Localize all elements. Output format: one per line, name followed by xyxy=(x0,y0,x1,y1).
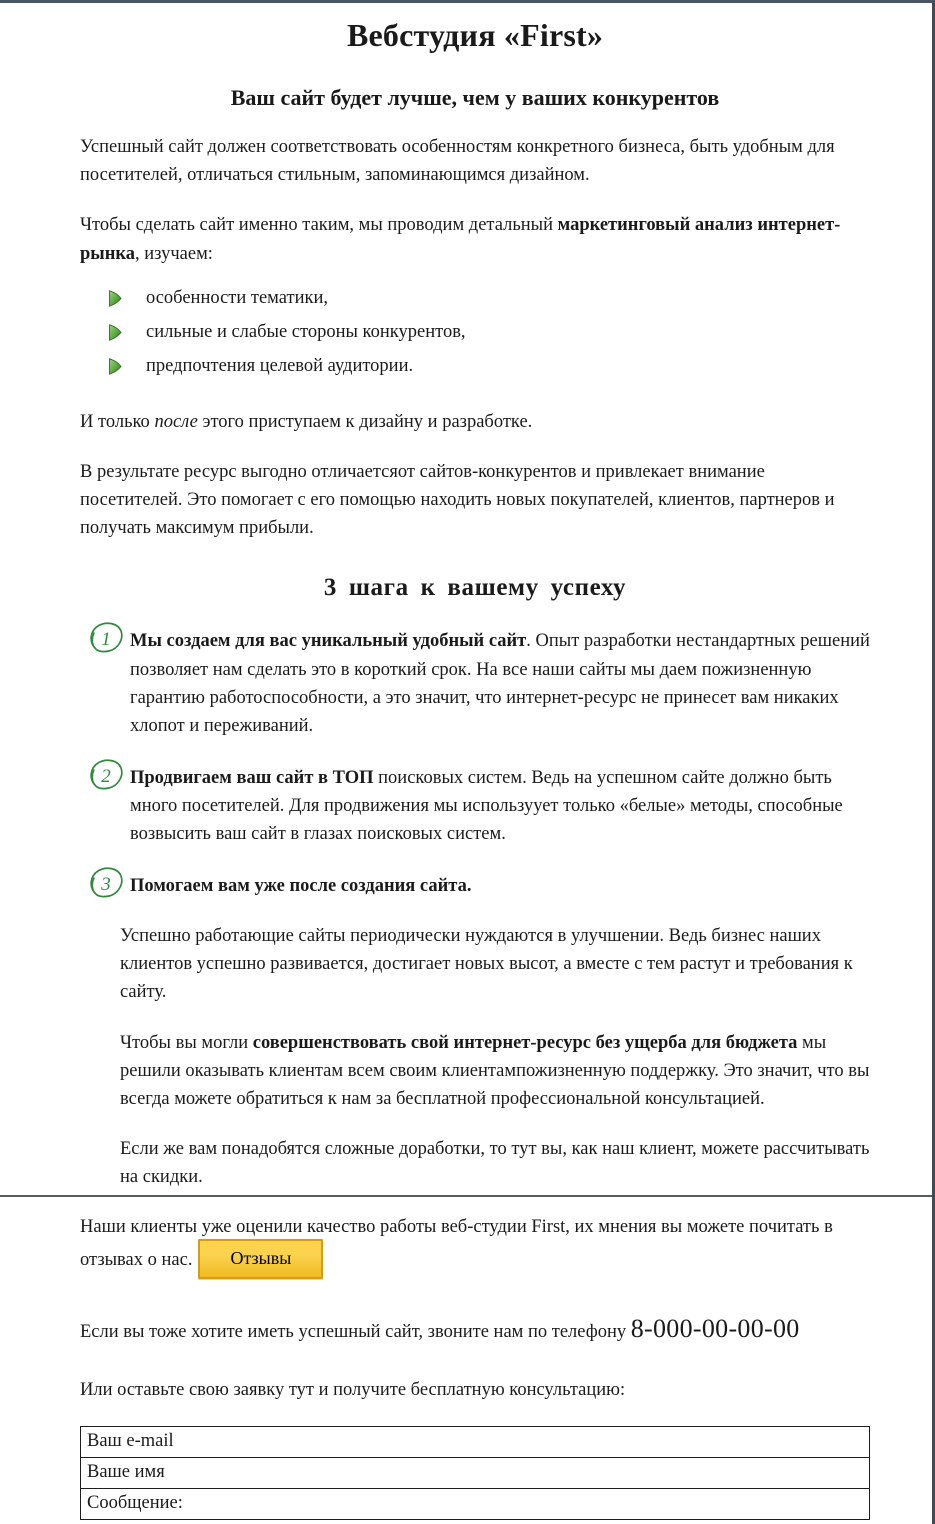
step-1 xyxy=(80,627,870,739)
after-bullets-italic: после xyxy=(154,411,198,432)
after-bullets-line xyxy=(80,408,870,436)
phone-paragraph xyxy=(80,1309,870,1349)
step-3-paragraph-2: Если же вам понадобятся сложные доработки, то тут вы, как наш клиент, можете рассчитывать на скидки. xyxy=(120,1138,870,1188)
step-3-bold-lead: Помогаем вам уже после создания сайта. xyxy=(130,876,472,897)
svg-text:3: 3 xyxy=(101,874,111,896)
step-3 xyxy=(80,872,870,1191)
step-3-text xyxy=(80,872,870,900)
step-1-rest: . Опыт разработки нестандартных решений позволяет нам сделать это в короткий срок. На все наши сайты мы даем пожизненную гарантию работоспособности, а это значит, что интернет-ресурс не принесет вам никаких хлопот и переживаний. xyxy=(130,631,870,736)
intro-bold-phrase: маркетинговый анализ интернет-рынка xyxy=(80,215,841,264)
svg-text:1: 1 xyxy=(101,629,111,651)
table-row[interactable] xyxy=(81,1458,870,1489)
svg-text:2: 2 xyxy=(101,765,111,787)
circled-number-1-icon xyxy=(85,618,131,660)
list-item-label: сильные и слабые стороны конкурентов, xyxy=(146,321,466,342)
reviews-button[interactable]: Отзывы xyxy=(198,1239,323,1279)
name-field[interactable]: Ваше имя xyxy=(81,1458,870,1489)
step-3-highlight-after: мы решили оказывать клиентам всем своим клиентампожизненную поддержку. Это значит, что вы всегда можете обратиться к нам за бесплатной профессиональной консультацией. xyxy=(120,1032,870,1109)
list-item-label: особенности тематики, xyxy=(146,287,328,308)
page-title: Вебстудия «First» xyxy=(346,17,604,53)
green-arrow-bullet-icon xyxy=(108,288,122,305)
document-content xyxy=(0,17,932,1191)
phone-text: Если вы тоже хотите иметь успешный сайт, звоните нам по телефону xyxy=(80,1321,631,1342)
step-2-rest: поисковых систем. Ведь на успешном сайте должно быть много посетителей. Для продвижения мы используует только «белые» методы, способные возвысить ваш сайт в глазах поисковых систем. xyxy=(130,767,843,845)
result-paragraph: В результате ресурс выгодно отличаетсяот сайтов-конкурентов и привлекает внимание посетителей. Это помогает с его помощью находить новых покупателей, клиентов, партнеров и получать максимум прибыли. xyxy=(80,462,835,539)
intro-paragraph-2 xyxy=(80,211,870,267)
reviews-button-wrap xyxy=(198,1239,323,1279)
step-1-text xyxy=(80,627,870,739)
circled-number-3-icon xyxy=(85,863,131,905)
section-divider xyxy=(0,1195,932,1197)
circled-number-2-icon xyxy=(85,755,131,797)
list-item xyxy=(108,352,870,386)
step-2-bold-lead: Продвигаем ваш сайт в ТОП xyxy=(130,767,374,788)
step-2-text xyxy=(80,764,870,848)
email-field[interactable]: Ваш e-mail xyxy=(81,1427,870,1458)
step-3-highlight-paragraph xyxy=(120,1029,870,1113)
green-arrow-bullet-icon xyxy=(108,356,122,373)
page-subtitle: Ваш сайт будет лучше, чем у ваших конкурентов xyxy=(230,84,720,110)
green-arrow-bullet-icon xyxy=(108,322,122,339)
after-bullets-after: этого приступаем к дизайну и разработке. xyxy=(197,411,533,432)
table-row[interactable] xyxy=(81,1489,870,1520)
reviews-text: Наши клиенты уже оценили качество работы веб-студии First, их мнения вы можете почитать в отзывах о нас. xyxy=(80,1217,833,1271)
list-item-label: предпочтения целевой аудитории. xyxy=(146,355,414,376)
list-item xyxy=(108,284,870,318)
step-3-highlight-before: Чтобы вы могли xyxy=(120,1032,253,1053)
message-field[interactable]: Сообщение: xyxy=(81,1489,870,1520)
after-bullets-before: И только xyxy=(80,411,155,432)
list-item xyxy=(108,318,870,352)
phone-number[interactable]: 8-000-00-00-00 xyxy=(630,1313,800,1343)
step-1-bold-lead: Мы создаем для вас уникальный удобный сайт xyxy=(130,631,527,652)
steps-heading: 3 шага к вашему успеху xyxy=(323,574,627,602)
reviews-paragraph xyxy=(80,1213,870,1281)
footer-section xyxy=(0,1203,932,1520)
form-intro: Или оставьте свою заявку тут и получите бесплатную консультацию: xyxy=(80,1380,626,1401)
step-3-body xyxy=(120,922,870,1191)
step-3-highlight-bold: совершенствовать свой интернет-ресурс без ущерба для бюджета xyxy=(252,1032,798,1053)
intro-paragraph-1: Успешный сайт должен соответствовать особенностям конкретного бизнеса, быть удобным для посетителей, отличаться стильным, запоминающимся дизайном. xyxy=(80,137,835,186)
table-row[interactable] xyxy=(81,1427,870,1458)
step-2 xyxy=(80,764,870,848)
contact-form-table xyxy=(80,1426,870,1520)
intro-text-after: , изучаем: xyxy=(135,243,213,264)
research-bullet-list xyxy=(80,284,870,386)
intro-text-before: Чтобы сделать сайт именно таким, мы проводим детальный xyxy=(80,215,558,236)
step-3-paragraph-1: Успешно работающие сайты периодически нуждаются в улучшении. Ведь бизнес наших клиентов успешно развивается, достигает новых высот, а вместе с тем растут и требования к сайту. xyxy=(120,926,853,1003)
